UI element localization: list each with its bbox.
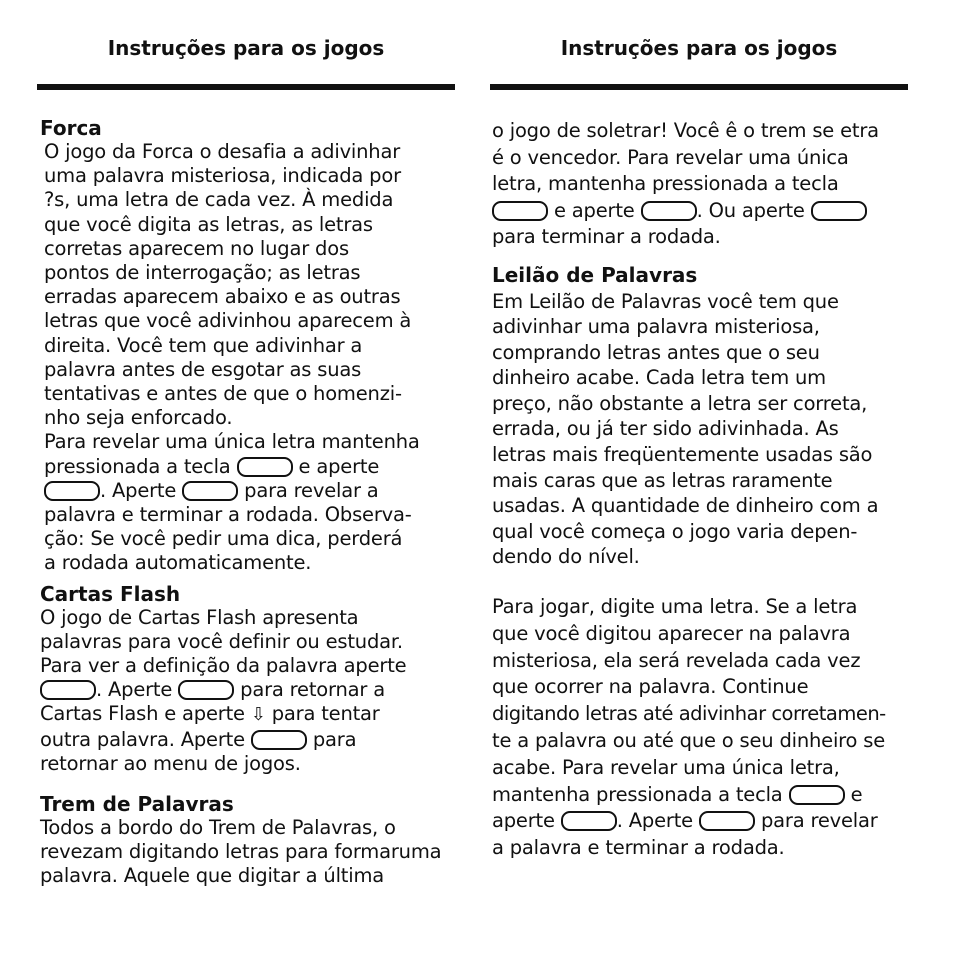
- leilao-line: misteriosa, ela será revelada cada vez: [492, 648, 861, 672]
- key-icon: [699, 811, 755, 831]
- leilao-line: acabe. Para revelar uma única letra,: [492, 755, 840, 779]
- forca-line: Para revelar uma única letra mantenha: [44, 430, 420, 454]
- forca-title: Forca: [40, 116, 102, 140]
- cartas-line: [40, 728, 460, 752]
- trem-line: o jogo de soletrar! Você ê o trem se etra: [492, 119, 879, 142]
- right-page-header: Instruções para os jogos: [560, 36, 838, 60]
- leilao-line: [492, 808, 912, 835]
- forca-line: palavra e terminar a rodada. Observa-: [44, 503, 412, 527]
- key-icon: [178, 680, 234, 700]
- key-icon: [44, 481, 100, 501]
- forca-line: ção: Se você pedir uma dica, perderá: [44, 527, 403, 551]
- trem-line: palavra. Aquele que digitar a última: [40, 864, 385, 888]
- leilao-line: a palavra e terminar a rodada.: [492, 836, 785, 860]
- forca-line: erradas aparecem abaixo e as outras: [44, 285, 401, 309]
- key-icon: [237, 457, 293, 477]
- leilao-line: comprando letras antes que o seu: [492, 340, 820, 364]
- leilao-title: Leilão de Palavras: [492, 262, 698, 287]
- forca-body: [40, 140, 460, 576]
- text: para revelar: [760, 809, 878, 833]
- trem-line: [492, 198, 912, 225]
- key-icon: [40, 680, 96, 700]
- leilao-line: que você digitou aparecer na palavra: [492, 621, 851, 645]
- forca-line: letras que você adivinhou aparecem à: [44, 309, 412, 333]
- cartas-title: Cartas Flash: [40, 581, 181, 606]
- trem-line: Todos a bordo do Trem de Palavras, o: [40, 816, 396, 840]
- cartas-line: Para ver a definição da palavra aperte: [40, 654, 407, 678]
- text: para tentar: [271, 702, 380, 726]
- key-icon: [811, 201, 867, 221]
- leilao-line: dendo do nível.: [492, 545, 640, 569]
- left-header-rule: [37, 84, 455, 90]
- leilao-line: te a palavra ou até que o seu dinheiro se: [492, 729, 886, 753]
- right-content: [492, 118, 912, 862]
- cartas-line: [40, 678, 460, 702]
- text: pressionada a tecla: [44, 454, 231, 478]
- text: outra palavra. Aperte: [40, 727, 245, 751]
- text: . Aperte: [96, 678, 173, 702]
- forca-line: que você digita as letras, as letras: [44, 212, 373, 236]
- forca-line: [44, 455, 460, 479]
- cartas-line: retornar ao menu de jogos.: [40, 751, 301, 775]
- leilao-line: usadas. A quantidade de dinheiro com a: [492, 494, 879, 518]
- leilao-line: Para jogar, digite uma letra. Se a letra: [492, 595, 858, 619]
- cartas-line: palavras para você definir ou estudar.: [40, 629, 403, 653]
- forca-line: palavra antes de esgotar as suas: [44, 357, 362, 381]
- key-icon: [561, 811, 617, 831]
- forca-line: a rodada automaticamente.: [44, 551, 312, 575]
- key-icon: [492, 201, 548, 221]
- leilao-line: digitando letras até adivinhar corretamen-: [492, 702, 886, 726]
- leilao-line: dinheiro acabe. Cada letra tem um: [492, 366, 826, 390]
- text: . Aperte: [616, 809, 693, 833]
- forca-line: [44, 479, 460, 503]
- cartas-line: [40, 702, 460, 727]
- right-header-rule: [490, 84, 908, 90]
- leilao-body: [492, 289, 912, 863]
- text: para retornar a: [240, 678, 385, 702]
- key-icon: [641, 201, 697, 221]
- text: e: [850, 782, 863, 806]
- text: para: [312, 727, 357, 751]
- key-icon: [182, 481, 238, 501]
- leilao-line: letras mais freqüentemente usadas são: [492, 443, 873, 467]
- leilao-line: Em Leilão de Palavras você tem que: [492, 289, 839, 313]
- text: aperte: [492, 809, 555, 833]
- spacer: [492, 251, 912, 261]
- text: e aperte: [554, 198, 635, 222]
- text: . Ou aperte: [696, 198, 805, 222]
- leilao-line: errada, ou já ter sido adivinhada. As: [492, 417, 839, 441]
- leilao-line: qual você começa o jogo varia depen-: [492, 519, 858, 543]
- leilao-line: que ocorrer na palavra. Continue: [492, 675, 809, 699]
- left-content: [40, 116, 460, 889]
- forca-line: ?s, uma letra de cada vez. À medida: [44, 188, 394, 212]
- down-arrow-icon: ⇩: [250, 704, 266, 726]
- leilao-line: [492, 782, 912, 809]
- trem-line: revezam digitando letras para formaruma: [40, 840, 442, 864]
- key-icon: [789, 785, 845, 805]
- trem-line: letra, mantenha pressionada a tecla: [492, 172, 839, 195]
- left-page-header: Instruções para os jogos: [107, 36, 385, 60]
- trem-line: para terminar a rodada.: [492, 225, 721, 248]
- leilao-line: mais caras que as letras raramente: [492, 468, 833, 492]
- text: Cartas Flash e aperte: [40, 702, 245, 726]
- forca-line: nho seja enforcado.: [44, 406, 233, 430]
- forca-line: direita. Você tem que adivinhar a: [44, 333, 363, 357]
- key-icon: [251, 730, 307, 750]
- cartas-line: O jogo de Cartas Flash apresenta: [40, 605, 359, 629]
- trem-line: é o vencedor. Para revelar uma única: [492, 145, 849, 169]
- forca-line: corretas aparecem no lugar dos: [44, 236, 349, 260]
- spacer: [40, 776, 460, 792]
- forca-line: uma palavra misteriosa, indicada por: [44, 164, 401, 188]
- forca-line: tentativas e antes de que o homenzi-: [44, 382, 402, 406]
- text: e aperte: [298, 454, 380, 478]
- spacer: [492, 570, 912, 594]
- forca-line: pontos de interrogação; as letras: [44, 261, 361, 285]
- text: mantenha pressionada a tecla: [492, 782, 783, 806]
- text: para revelar a: [244, 478, 379, 502]
- trem-title: Trem de Palavras: [40, 792, 234, 817]
- text: . Aperte: [100, 478, 177, 502]
- forca-line: O jogo da Forca o desafia a adivinhar: [44, 140, 401, 163]
- leilao-line: preço, não obstante a letra ser correta,: [492, 391, 868, 415]
- leilao-line: adivinhar uma palavra misteriosa,: [492, 315, 820, 339]
